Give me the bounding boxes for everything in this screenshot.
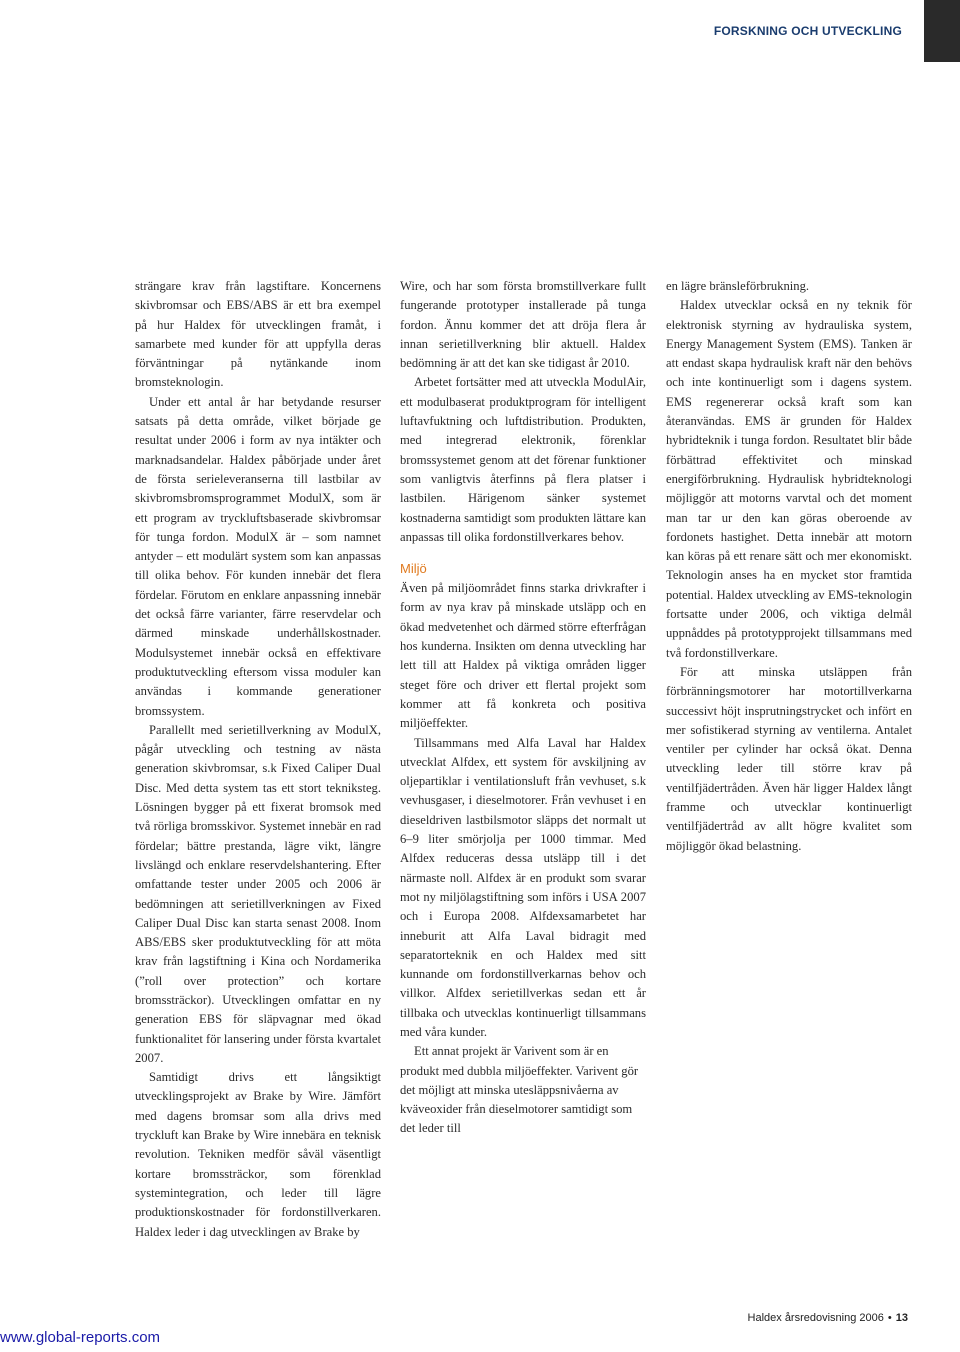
paragraph: en lägre bränsleförbrukning.: [666, 279, 810, 293]
paragraph: Under ett antal år har betydande resurser satsats på detta område, vilket började ge resultat under 2006 i form av nya intäkter och marknadsandelar. Haldex påbörjade under året de första serieleveranserna till lastbilar av skivbromsbromsprogrammet ModulX, som är ett program av tryckluftsbaserade skivbromsar för tunga fordon. ModulX är – som namnet antyder – ett modulärt system som kan anpassas till olika behov. För kunden innebär det flera fördelar. Förutom en enklare anpassning innebär det också färre varianter, färre reservdelar och därmed minskade underhållskostnader. Modulsystemet innebär också en effektivare produktutveckling eftersom vissa moduler kan användas i kommande generationer bromssystem.: [135, 394, 381, 718]
text-column-1: [135, 277, 381, 1242]
paragraph: Arbetet fortsätter med att utveckla ModulAir, ett modulbaserat produktprogram för intelligent luftavfuktning och luftdistribution. Produkten, med integrerad elektronik, förenklar bromssystemet genom att det förenar funktioner som vanligtvis återfinns på flera platser i lastbilen. Härigenom sänker systemet kostnaderna samtidigt som produkten lättare kan anpassas till olika fordonstillverkares behov.: [400, 375, 646, 544]
paragraph: Även på miljöområdet finns starka drivkrafter i form av nya krav på minskade utsläpp och en ökad medvetenhet och därmed större efterfrågan hos kunderna. Insikten om denna utveckling har lett till att Haldex på viktiga områden ligger steget före och driver ett flertal projekt som kommer att få konkreta och positiva miljöeffekter.: [400, 581, 646, 731]
text-column-3: [666, 277, 912, 856]
header-color-block: [924, 0, 960, 62]
footer-separator: •: [887, 1312, 892, 1324]
footer-url-link[interactable]: www.global-reports.com: [0, 1329, 161, 1346]
paragraph: Wire, och har som första bromstillverkare fullt fungerande prototyper installerade på tunga fordon. Ännu kommer det att dröja flera år innan serietillverkning blir aktuell. Haldex bedömning är att det kan ske tidigast år 2010.: [400, 279, 646, 371]
section-title: FORSKNING OCH UTVECKLING: [713, 24, 902, 38]
footer-page-info: [748, 1312, 908, 1324]
section-heading-miljo: Miljö: [400, 561, 427, 577]
paragraph: strängare krav från lagstiftare. Koncernens skivbromsar och EBS/ABS är ett bra exempel på hur Haldex för utvecklingen framåt, i samarbete med kunder för att uppfylla deras förväntningar på nytänkande inom bromsteknologin.: [135, 279, 381, 390]
text-column-2: [400, 277, 646, 1139]
publication-title: Haldex årsredovisning 2006: [747, 1312, 884, 1324]
paragraph: Haldex utvecklar också en ny teknik för elektronisk styrning av hydrauliska system, Energy Management System (EMS). Tanken är att endast skapa hydraulisk kraft när den behövs och inte kontinuerligt som i dagens system. EMS regenererar också kraft som kan återanvändas. EMS är grunden för Haldex hybridteknik i tunga fordon. Resultatet blir både förbättrad effektivitet och minskad energiförbrukning. Hydraulisk hybridteknologi möjliggör att motorns varvtal och det moment man tar ur den kan göras oberoende av fordonets hastighet. Detta innebär att motorn kan köras på ett renare sätt och mer ekonomiskt. Teknologin anses ha en mycket stor framtida potential. Haldex utveckling av EMS-teknologin fortsatte under 2006, och viktiga delmål uppnåddes på prototypprojekt tillsammans med två fordonstillverkare.: [666, 298, 912, 660]
paragraph: Samtidigt drivs ett långsiktigt utvecklingsprojekt av Brake by Wire. Jämfört med dagens bromsar som alla drivs med tryckluft kan Brake by Wire innebära en teknisk revolution. Tekniken medför såväl väsentligt kortare bromssträckor, som förenklad systemintegration, och leder till lägre produktionskostnader för fordonstillverkaren. Haldex leder i dag utvecklingen av Brake by: [135, 1070, 381, 1239]
page-number: 13: [895, 1312, 908, 1324]
paragraph: För att minska utsläppen från förbränningsmotorer har motortillverkarna successivt höjt insprutningstrycket och infört en mer sofistikerad styrning av ventilerna. Antalet ventiler per cylinder har också ökat. Denna utveckling leder till större krav på ventilfjädertråden. Även här ligger Haldex långt framme och utvecklar kontinuerligt ventilfjädertråd av allt högre kvalitet som möjliggör ökad belastning.: [666, 664, 912, 853]
paragraph: Parallellt med serietillverkning av ModulX, pågår utveckling och testning av nästa generation skivbromsar, s.k Fixed Caliper Dual Disc. Med detta system tas ett stort tekniksteg. Lösningen bygger på ett fixerat bromsok med två rörliga bromsskivor. Systemet innebär en rad fördelar; bättre prestanda, lägre vikt, längre livslängd och enklare reservdelshantering. Efter omfattande tester under 2005 och 2006 är bedömningen att serietillverkningen av Fixed Caliper Dual Disc kan starta senast 2008. Inom ABS/EBS sker produktutveckling för att möta krav från lagstiftning i Kina och Nordamerika (”roll over protection” och kortare bromssträckor). Utvecklingen omfattar en ny generation EBS för släpvagnar med ökad funktionalitet för lansering under första kvartalet 2007.: [135, 722, 381, 1065]
paragraph: Tillsammans med Alfa Laval har Haldex utvecklat Alfdex, ett system för avskiljning av oljepartiklar i ventilationsluft från vevhuset, s.k vevhusgaser, i dieselmotorer. Från vevhuset i en dieseldriven lastbilsmotor släpps det normalt ut 6–9 liter smörjolja per 1000 timmar. Med Alfdex reduceras dessa utsläpp till i det närmaste noll. Alfdex är en produkt som svarar mot ny miljölagstiftning som införs i USA 2007 och i Europa 2008. Alfdexsamarbetet har inneburit att Alfa Laval bidragit med separatorteknik en och Haldex med sitt kunnande om fordonstillverkarnas behov och villkor. Alfdex serietillverkas sedan ett år tillbaka och utvecklas kontinuerligt tillsammans med våra kunder.: [400, 735, 646, 1039]
paragraph: Ett annat projekt är Varivent som är en produkt med dubbla miljöeffekter. Varivent gör det möjligt att minska utesläppsnivåerna av kväveoxider från dieselmotorer samtidigt som det leder till: [400, 1044, 639, 1136]
